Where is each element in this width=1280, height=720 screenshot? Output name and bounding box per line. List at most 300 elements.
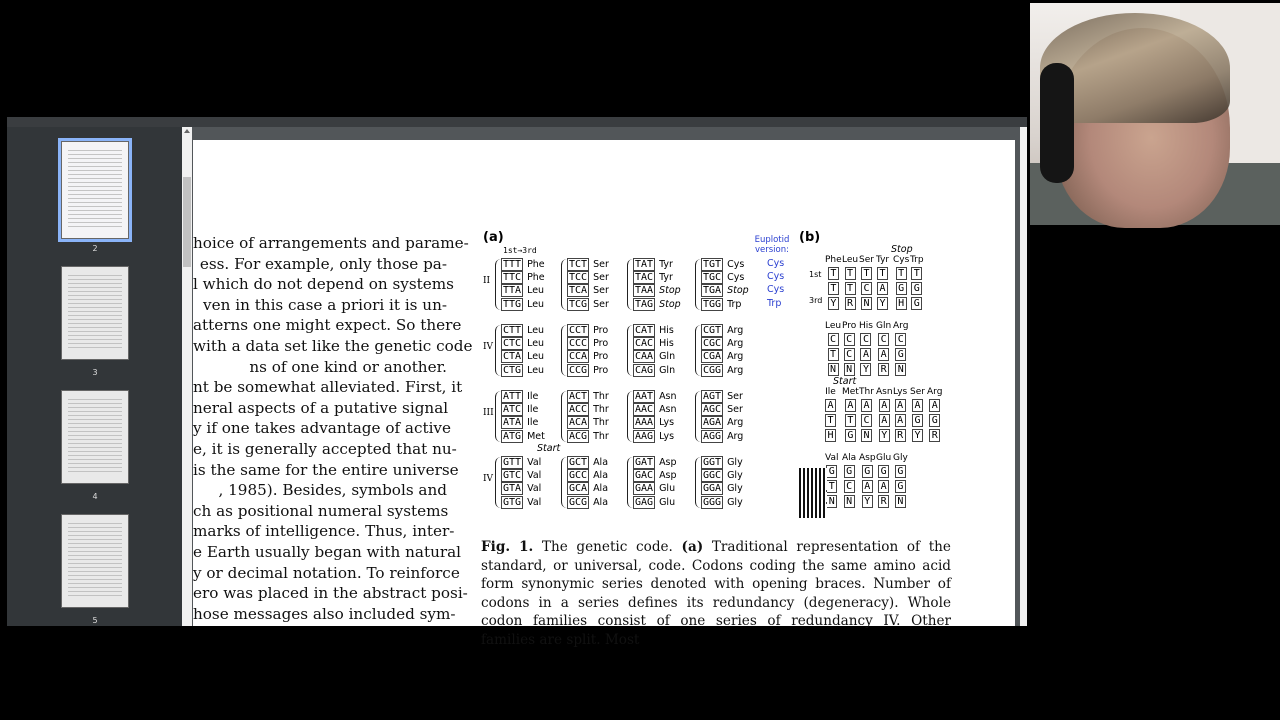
codon-box: GAT <box>635 457 654 469</box>
codon-group <box>567 258 609 311</box>
euplotid-value: Cys <box>767 271 785 283</box>
caption-panel-a: (a) <box>681 539 704 555</box>
amino-acid-label: Arg <box>727 351 744 363</box>
nucleotide-cell: G <box>912 414 923 427</box>
position-axis-label: 1st <box>809 270 822 279</box>
codon-row <box>501 403 545 416</box>
pdf-page <box>193 140 1015 648</box>
codon-group <box>701 390 743 443</box>
amino-acid-label: Pro <box>593 351 609 363</box>
page-thumbnail-5[interactable] <box>62 515 128 607</box>
compact-code-column <box>842 386 859 444</box>
amino-acid-label: Leu <box>527 338 545 350</box>
redundancy-label: IV <box>483 342 494 352</box>
nucleotide-cell: A <box>845 399 856 412</box>
nucleotide-cell: C <box>861 282 872 295</box>
nucleotide-cell: G <box>895 480 906 493</box>
codon-box: TAT <box>635 259 654 271</box>
nucleotide-cell: A <box>860 348 871 361</box>
amino-acid-header: Arg <box>927 387 943 397</box>
amino-acid-label: Trp <box>727 298 742 310</box>
codon-row <box>701 258 749 271</box>
amino-acid-label: Leu <box>527 351 545 363</box>
nucleotide-cell: G <box>878 465 889 478</box>
nucleotide-cell: T <box>896 267 907 280</box>
scrollbar-thumb[interactable] <box>183 177 191 267</box>
codon-row <box>501 430 545 443</box>
codon-box: AAG <box>635 430 654 442</box>
synonym-brace <box>695 325 701 376</box>
nucleotide-cell: Y <box>860 363 871 376</box>
thumbnail-page-number: 2 <box>92 244 98 253</box>
page-thumbnail-4[interactable] <box>62 391 128 483</box>
codon-row <box>501 298 545 311</box>
amino-acid-label: Asn <box>659 391 677 403</box>
codon-box: GCA <box>569 483 588 495</box>
amino-acid-header: His <box>859 321 873 331</box>
amino-acid-header: Gly <box>893 453 908 463</box>
body-text-line: with a data set like the genetic code <box>193 336 473 355</box>
nucleotide-cell: N <box>861 429 872 442</box>
amino-acid-label: Gly <box>727 470 743 482</box>
codon-row <box>701 469 743 482</box>
panel-label-b: (b) <box>799 230 821 245</box>
codon-row <box>567 482 608 495</box>
codon-box: CGG <box>703 364 722 376</box>
codon-row <box>701 430 743 443</box>
amino-acid-label: Ser <box>593 259 609 271</box>
codon-row <box>633 298 681 311</box>
body-text-line: y if one takes advantage of active <box>193 419 451 438</box>
compact-code-column <box>876 320 891 378</box>
nucleotide-cell: T <box>828 267 839 280</box>
amino-acid-label: His <box>659 338 674 350</box>
codon-box: CAG <box>635 364 654 376</box>
codon-row <box>633 496 677 509</box>
codon-row <box>701 482 743 495</box>
amino-acid-label: Glu <box>659 483 676 495</box>
nucleotide-cell: A <box>879 399 890 412</box>
nucleotide-cell: R <box>929 429 940 442</box>
amino-acid-label: Leu <box>527 298 545 310</box>
body-text-column <box>193 233 473 624</box>
codon-group <box>501 324 544 377</box>
codon-box: GTC <box>503 470 522 482</box>
codon-box: GTT <box>503 457 522 469</box>
nucleotide-cell: N <box>844 363 855 376</box>
compact-code-column <box>842 320 856 378</box>
synonym-brace <box>561 259 567 310</box>
caption-text-2: Traditional representation of the standard, or universal, code. Codons coding the same amino acid form synonymic series denoted with opening braces. Number of codons in a series defines its redundancy (degeneracy). Whole codon families consist of one series of redundancy IV. Other families are split. Most <box>481 539 951 648</box>
codon-box: AGT <box>703 391 722 403</box>
codon-row <box>633 469 677 482</box>
codon-box: CCA <box>569 351 588 363</box>
codon-row <box>567 364 608 377</box>
compact-code-column <box>859 452 876 510</box>
amino-acid-label: Arg <box>727 364 744 376</box>
compact-code-column <box>859 254 874 312</box>
nucleotide-cell: A <box>879 414 890 427</box>
amino-acid-header: Leu <box>825 321 842 331</box>
synonym-brace <box>627 457 633 508</box>
codon-row <box>633 364 675 377</box>
amino-acid-label: Val <box>527 457 542 469</box>
amino-acid-header: Asp <box>859 453 876 463</box>
nucleotide-cell: G <box>844 465 855 478</box>
synonym-brace <box>495 391 501 442</box>
amino-acid-label: Leu <box>527 364 545 376</box>
synonym-brace <box>561 325 567 376</box>
compact-code-column <box>825 386 836 444</box>
amino-acid-label: His <box>659 325 674 337</box>
codon-box: TTA <box>503 285 522 297</box>
binary-code-icon <box>799 468 827 518</box>
body-text-line: ven in this case a priori it is un- <box>203 295 447 314</box>
nucleotide-cell: A <box>929 399 940 412</box>
euplotid-value: Trp <box>767 297 782 309</box>
codon-box: CCG <box>569 364 588 376</box>
nucleotide-cell: T <box>861 267 872 280</box>
amino-acid-label: Pro <box>593 364 609 376</box>
page-scrollbar[interactable] <box>1020 127 1027 626</box>
euplotid-value: Cys <box>767 258 785 269</box>
thumbnail-page-number: 5 <box>92 616 98 625</box>
codon-box: ACA <box>569 417 588 429</box>
nucleotide-cell: C <box>844 348 855 361</box>
amino-acid-label: Thr <box>593 404 609 416</box>
codon-row <box>701 403 743 416</box>
amino-acid-label: Pro <box>593 338 609 350</box>
codon-box: TAC <box>635 272 654 284</box>
codon-box: GGA <box>703 483 722 495</box>
nucleotide-cell: G <box>895 465 906 478</box>
codon-group <box>501 456 541 509</box>
nucleotide-cell: C <box>861 414 872 427</box>
nucleotide-cell: R <box>878 495 889 508</box>
nucleotide-cell: T <box>828 348 839 361</box>
amino-acid-label: Stop <box>659 285 681 297</box>
body-text-line: neral aspects of a putative signal <box>193 398 449 417</box>
codon-box: GGG <box>703 496 722 508</box>
amino-acid-header: Val <box>825 453 839 463</box>
caption-fig-label: Fig. 1. <box>481 539 534 555</box>
codon-box: TCG <box>569 298 588 310</box>
amino-acid-label: Arg <box>727 417 744 429</box>
nucleotide-cell: Y <box>912 429 923 442</box>
codon-box: GGT <box>703 457 722 469</box>
codon-row <box>567 469 608 482</box>
amino-acid-label: Arg <box>727 430 744 442</box>
page-thumbnail-3[interactable] <box>62 267 128 359</box>
synonym-brace <box>561 391 567 442</box>
codon-box: ATC <box>503 404 522 416</box>
codon-row <box>633 324 675 337</box>
body-text-line: , 1985). Besides, symbols and <box>218 481 447 500</box>
codon-group <box>501 390 545 443</box>
codon-row <box>701 350 743 363</box>
synonym-brace <box>627 391 633 442</box>
euplotid-value: Cys <box>767 284 785 296</box>
amino-acid-header: Tyr <box>876 255 890 265</box>
codon-row <box>701 298 749 311</box>
nucleotide-cell: T <box>845 414 856 427</box>
nucleotide-cell: Y <box>879 429 890 442</box>
body-text-line: hose messages also included sym- <box>193 604 456 623</box>
start-label: Start <box>537 442 561 454</box>
caption-text-1: The genetic code. <box>533 539 682 555</box>
nucleotide-cell: A <box>878 480 889 493</box>
webcam-overlay <box>1030 3 1280 225</box>
nucleotide-cell: A <box>825 399 836 412</box>
codon-row <box>633 390 677 403</box>
synonym-brace <box>695 457 701 508</box>
amino-acid-label: Lys <box>659 417 675 429</box>
codon-row <box>567 298 609 311</box>
codon-row <box>701 364 743 377</box>
codon-box: AAT <box>635 391 654 403</box>
amino-acid-header: Ala <box>842 453 857 463</box>
amino-acid-label: Ile <box>527 404 539 416</box>
codon-row <box>633 284 681 297</box>
compact-code-column <box>876 254 889 312</box>
amino-acid-label: Stop <box>659 298 681 310</box>
body-text-line: atterns one might expect. So there <box>193 316 462 335</box>
codon-row <box>501 350 544 363</box>
thumbnail-page-number: 3 <box>92 368 98 377</box>
codon-box: CAT <box>635 325 654 337</box>
genetic-code-figure <box>483 230 963 530</box>
codon-box: TTG <box>503 298 522 310</box>
compact-code-column <box>893 254 909 312</box>
amino-acid-header: Cys <box>893 255 910 265</box>
codon-row <box>501 482 541 495</box>
nucleotide-cell: Y <box>828 297 839 310</box>
codon-row <box>633 350 675 363</box>
nucleotide-cell: T <box>911 267 922 280</box>
codon-group <box>701 456 743 509</box>
nucleotide-cell: N <box>861 297 872 310</box>
codon-order-label: 1st→3rd <box>503 246 537 255</box>
amino-acid-label: Arg <box>727 325 744 337</box>
nucleotide-cell: G <box>911 297 922 310</box>
codon-row <box>633 403 677 416</box>
amino-acid-label: Gly <box>727 496 743 508</box>
nucleotide-cell: A <box>912 399 923 412</box>
codon-box: TGG <box>703 298 722 310</box>
synonym-brace <box>627 325 633 376</box>
codon-row <box>633 456 677 469</box>
codon-box: GCC <box>569 470 588 482</box>
nucleotide-cell: N <box>895 495 906 508</box>
nucleotide-cell: C <box>878 333 889 346</box>
codon-box: GAA <box>635 483 654 495</box>
nucleotide-cell: T <box>845 282 856 295</box>
amino-acid-label: Met <box>527 430 545 442</box>
amino-acid-header: Met <box>842 387 859 397</box>
codon-box: TTC <box>503 272 522 284</box>
codon-row <box>633 416 677 429</box>
codon-box: AGG <box>703 430 722 442</box>
codon-row <box>567 456 608 469</box>
codon-box: AAA <box>635 417 654 429</box>
amino-acid-header: Leu <box>842 255 859 265</box>
amino-acid-label: Ala <box>593 483 609 495</box>
amino-acid-label: Arg <box>727 338 744 350</box>
nucleotide-cell: C <box>844 333 855 346</box>
codon-box: CCT <box>569 325 588 337</box>
amino-acid-header: Ile <box>825 387 836 397</box>
nucleotide-cell: H <box>825 429 836 442</box>
amino-acid-label: Ala <box>593 457 609 469</box>
codon-row <box>701 496 743 509</box>
codon-row <box>633 258 681 271</box>
codon-row <box>501 324 544 337</box>
codon-box: ATA <box>503 417 522 429</box>
codon-row <box>701 416 743 429</box>
synonym-brace <box>561 457 567 508</box>
codon-row <box>567 416 609 429</box>
body-text-line: e Earth usually began with natural <box>193 542 462 561</box>
amino-acid-label: Ile <box>527 391 539 403</box>
codon-row <box>567 324 608 337</box>
codon-row <box>701 284 749 297</box>
compact-code-column <box>893 452 908 510</box>
codon-box: ATT <box>503 391 522 403</box>
thumbnail-sidebar <box>7 127 182 626</box>
position-axis-label: 3rd <box>809 296 823 305</box>
compact-code-column <box>825 320 841 378</box>
amino-acid-label: Asp <box>659 470 677 482</box>
nucleotide-cell: R <box>845 297 856 310</box>
scroll-up-icon[interactable] <box>184 129 190 133</box>
codon-group <box>567 324 608 377</box>
body-text-line: l which do not depend on systems <box>193 275 454 294</box>
nucleotide-cell: A <box>877 282 888 295</box>
codon-row <box>567 390 609 403</box>
page-thumbnail-2[interactable] <box>62 142 128 238</box>
codon-row <box>701 337 743 350</box>
amino-acid-label: Phe <box>527 259 545 271</box>
codon-box: GAC <box>635 470 654 482</box>
codon-row <box>567 284 609 297</box>
codon-row <box>501 271 545 284</box>
body-text-line: y or decimal notation. To reinforce <box>193 563 460 582</box>
nucleotide-cell: G <box>826 465 837 478</box>
nucleotide-cell: G <box>911 282 922 295</box>
codon-box: GTG <box>503 496 522 508</box>
amino-acid-label: Ser <box>727 404 743 416</box>
compact-code-column <box>910 386 925 444</box>
codon-box: AGC <box>703 404 722 416</box>
codon-box: ACG <box>569 430 588 442</box>
codon-box: CGA <box>703 351 722 363</box>
body-text-line: ch as positional numeral systems <box>193 501 449 520</box>
codon-box: GAG <box>635 496 654 508</box>
codon-row <box>633 271 681 284</box>
body-text-line: hoice of arrangements and parame- <box>193 234 469 252</box>
codon-box: AAC <box>635 404 654 416</box>
nucleotide-cell: G <box>845 429 856 442</box>
codon-box: GCG <box>569 496 588 508</box>
codon-group <box>633 456 677 509</box>
amino-acid-label: Gly <box>727 483 743 495</box>
nucleotide-cell: T <box>845 267 856 280</box>
amino-acid-label: Pro <box>593 325 609 337</box>
compact-code-column <box>842 254 858 312</box>
compact-code-column <box>893 320 908 378</box>
codon-row <box>501 284 545 297</box>
thumbnail-scrollbar[interactable] <box>182 127 192 626</box>
codon-box: TTT <box>503 259 522 271</box>
codon-row <box>567 258 609 271</box>
compact-code-column <box>893 386 907 444</box>
nucleotide-cell: A <box>878 348 889 361</box>
codon-group <box>633 258 681 311</box>
codon-box: ATG <box>503 430 522 442</box>
nucleotide-cell: G <box>862 465 873 478</box>
codon-row <box>501 364 544 377</box>
nucleotide-cell: T <box>828 282 839 295</box>
redundancy-label: III <box>483 408 494 418</box>
amino-acid-label: Val <box>527 470 542 482</box>
nucleotide-cell: N <box>828 363 839 376</box>
stop-label: Stop <box>891 244 913 255</box>
codon-row <box>567 403 609 416</box>
nucleotide-cell: N <box>895 363 906 376</box>
amino-acid-label: Ser <box>593 272 609 284</box>
codon-row <box>501 416 545 429</box>
amino-acid-label: Asn <box>659 404 677 416</box>
body-text-line: marks of intelligence. Thus, inter- <box>193 522 455 541</box>
amino-acid-header: Asn <box>876 387 893 397</box>
synonym-brace <box>695 391 701 442</box>
codon-box: TGT <box>703 259 722 271</box>
codon-group <box>567 390 609 443</box>
amino-acid-header: Thr <box>859 387 874 397</box>
codon-row <box>567 496 608 509</box>
codon-box: CTG <box>503 364 522 376</box>
amino-acid-label: Thr <box>593 430 609 442</box>
synonym-brace <box>627 259 633 310</box>
amino-acid-label: Gln <box>659 364 676 376</box>
synonym-brace <box>495 259 501 310</box>
amino-acid-label: Leu <box>527 285 545 297</box>
amino-acid-header: Trp <box>910 255 924 265</box>
codon-box: CTT <box>503 325 522 337</box>
thumbnail-page-number: 4 <box>92 492 98 501</box>
amino-acid-header: Arg <box>893 321 909 331</box>
compact-code-column <box>910 254 924 312</box>
amino-acid-label: Stop <box>727 285 749 297</box>
compact-code-column <box>876 452 891 510</box>
codon-row <box>501 496 541 509</box>
pdf-viewer <box>7 117 1027 648</box>
nucleotide-cell: C <box>895 333 906 346</box>
synonym-brace <box>495 457 501 508</box>
nucleotide-cell: N <box>826 495 837 508</box>
amino-acid-header: Lys <box>893 387 908 397</box>
codon-row <box>501 337 544 350</box>
codon-group <box>701 258 749 311</box>
amino-acid-label: Val <box>527 483 542 495</box>
codon-box: AGA <box>703 417 722 429</box>
codon-group <box>633 324 675 377</box>
codon-row <box>701 390 743 403</box>
codon-row <box>701 324 743 337</box>
codon-box: TAA <box>635 285 654 297</box>
amino-acid-label: Thr <box>593 417 609 429</box>
codon-box: GGC <box>703 470 722 482</box>
